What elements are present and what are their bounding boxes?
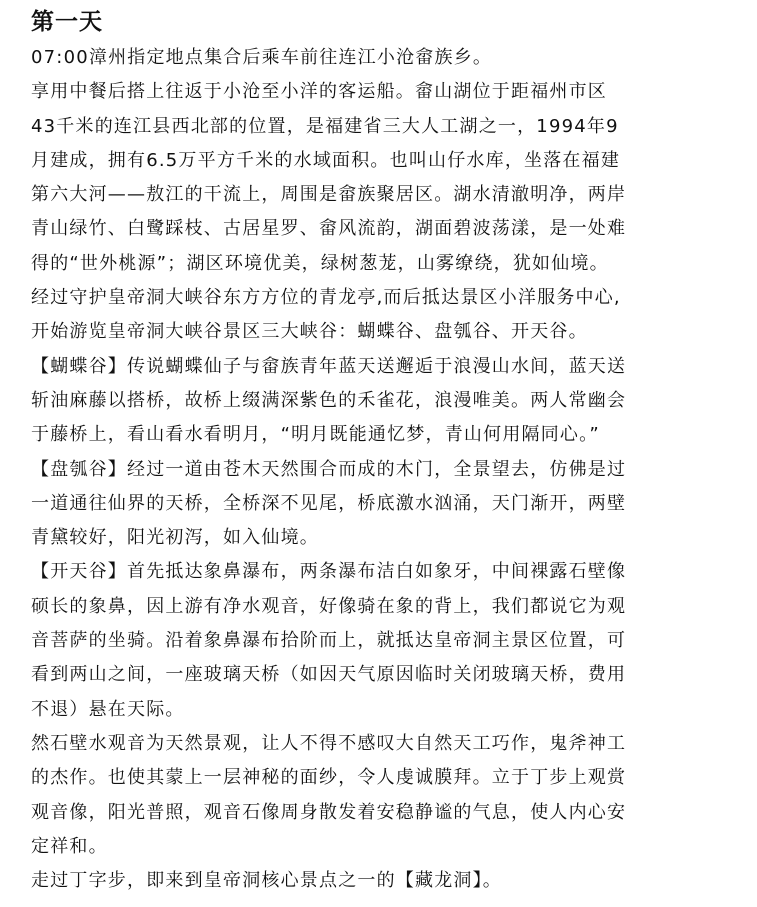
text-line: 斩油麻藤以搭桥，故桥上缀满深紫色的禾雀花，浪漫唯美。两人常幽会	[31, 389, 627, 411]
text-line: 43千米的连江县西北部的位置，是福建省三大人工湖之一，1994年9	[31, 115, 619, 137]
document-body	[31, 0, 721, 898]
text-line: 【盘瓠谷】经过一道由苍木天然围合而成的木门，全景望去，仿佛是过	[31, 458, 627, 480]
text-line: 开始游览皇帝洞大峡谷景区三大峡谷：蝴蝶谷、盘瓠谷、开天谷。	[31, 321, 588, 343]
text-line: 硕长的象鼻，因上游有净水观音，好像骑在象的背上，我们都说它为观	[31, 595, 627, 617]
text-line: 不退）悬在天际。	[31, 698, 185, 720]
day-title: 第一天	[31, 9, 103, 35]
text-line: 观音像，阳光普照，观音石像周身散发着安稳静谧的气息，使人内心安	[31, 801, 627, 823]
text-line: 得的“世外桃源”；湖区环境优美，绿树葱茏，山雾缭绕，犹如仙境。	[31, 252, 609, 274]
paragraph	[31, 41, 721, 75]
text-line: 的杰作。也使其蒙上一层神秘的面纱，令人虔诚膜拜。立于丁步上观赏	[31, 767, 627, 789]
text-line: 定祥和。	[31, 835, 108, 857]
paragraph	[31, 864, 721, 898]
text-line: 经过守护皇帝洞大峡谷东方方位的青龙亭,而后抵达景区小洋服务中心,	[31, 287, 621, 309]
text-line: 看到两山之间，一座玻璃天桥（如因天气原因临时关闭玻璃天桥，费用	[31, 664, 627, 686]
paragraph	[31, 727, 721, 864]
text-line: 07:00漳州指定地点集合后乘车前往连江小沧畲族乡。	[31, 47, 493, 68]
text-line: 走过丁字步，即来到皇帝洞核心景点之一的【藏龙洞】。	[31, 870, 502, 892]
itinerary-text	[31, 41, 721, 898]
text-line: 于藤桥上，看山看水看明月，“明月既能通忆梦，青山何用隔同心。”	[31, 424, 600, 446]
text-line: 青山绿竹、白鹭踩枝、古居星罗、畲风流韵，湖面碧波荡漾，是一处难	[31, 218, 627, 240]
text-line: 月建成，拥有6.5万平方千米的水域面积。也叫山仔水库，坐落在福建	[31, 149, 621, 171]
text-line: 【开天谷】首先抵达象鼻瀑布，两条瀑布洁白如象牙，中间裸露石壁像	[31, 561, 627, 583]
text-line: 青黛较好，阳光初泻，如入仙境。	[31, 527, 319, 549]
text-line: 音菩萨的坐骑。沿着象鼻瀑布拾阶而上，就抵达皇帝洞主景区位置，可	[31, 630, 627, 652]
text-line: 第六大河——敖江的干流上，周围是畲族聚居区。湖水清澈明净，两岸	[31, 184, 627, 206]
text-line: 然石壁水观音为天然景观，让人不得不感叹大自然天工巧作，鬼斧神工	[31, 732, 627, 754]
text-line: 享用中餐后搭上往返于小沧至小洋的客运船。畲山湖位于距福州市区	[31, 81, 607, 103]
paragraph	[31, 75, 721, 349]
text-line: 一道通往仙界的天桥，全桥深不见尾，桥底激水汹涌，天门渐开，两壁	[31, 492, 627, 514]
paragraph	[31, 350, 721, 453]
text-line: 【蝴蝶谷】传说蝴蝶仙子与畲族青年蓝天送邂逅于浪漫山水间，蓝天送	[31, 355, 627, 377]
paragraph	[31, 453, 721, 556]
paragraph	[31, 555, 721, 726]
